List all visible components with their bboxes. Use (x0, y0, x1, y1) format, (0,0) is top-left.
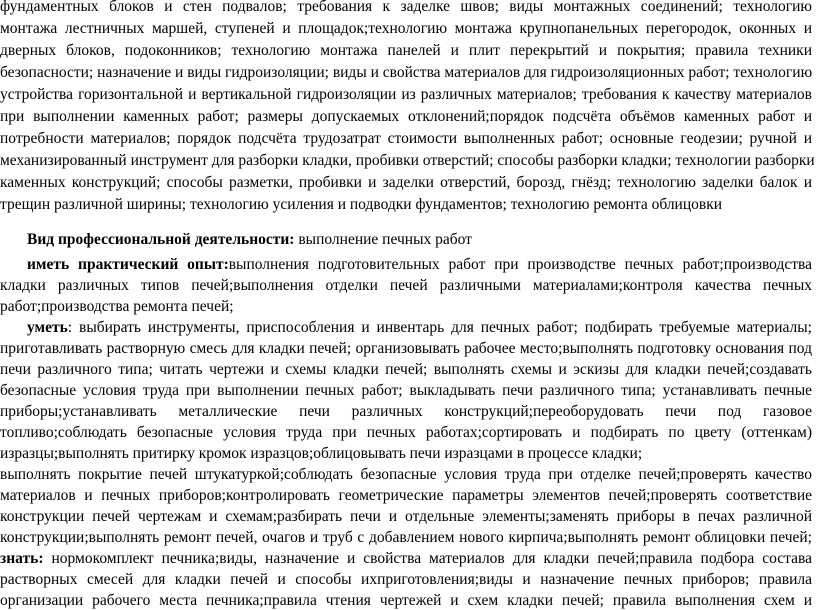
text-line: конструкции печей чертежам и схемам;разбирать печи и отдельные элементы;заменять приборы в печах различной (0, 508, 812, 525)
skills-label: уметь (27, 319, 68, 336)
text-line: безопасные условия труда при выполнении печных работ; выкладывать печи различного типа; устанавливать печные (0, 382, 812, 399)
knowledge-label: знать: (0, 550, 44, 567)
text-line: при выполнении каменных работ; размеры допускаемых отклонений;порядок подсчёта объёмов каменных работ и (0, 108, 812, 125)
text-line: устройства горизонтальной и вертикальной гидроизоляции из различных материалов; требования к качеству материалов (0, 86, 812, 103)
text-line: монтажа лестничных маршей, ступеней и площадок;технологию монтажа крупнопанельных перегородок, оконных и (0, 20, 812, 37)
text-line: потребности материалов; порядок подсчёта трудозатрат стоимости выполненных работ; основные геодезии; ручной и (0, 130, 812, 147)
text-line: растворных смесей для кладки печей и способы ихприготовления;виды и назначение печных приборов; правила (0, 571, 812, 588)
text-line: каменных конструкций; способы разметки, пробивки и заделки отверстий, борозд, гнёзд; технологию заделки балок и (0, 174, 812, 191)
text-line: организации рабочего места печника;правила чтения чертежей и схем кладки печей; правила выполнения схем и (0, 592, 812, 609)
text-line (0, 255, 812, 274)
text-line: механизированный инструмент для разборки кладки, пробивки отверстий; способы разборки кладки; технологии разборки (0, 152, 815, 169)
text-line: трещин различной ширины; технологию усиления и подводки фундаментов; технологию ремонта облицовки (0, 196, 723, 213)
text-line: выполнять покрытие печей штукатуркой;соблюдать безопасные условия труда при отделке печей;проверять качество (0, 466, 812, 483)
text-line: конструкции;выполнять ремонт печей, очагов и труб с добавлением нового кирпича;выполнять ремонт облицовки печей; (0, 529, 812, 546)
text-line: приготавливать растворную смесь для кладки печей; организовывать рабочее место;выполнять подготовку основания под (0, 340, 812, 357)
activity-value: выполнение печных работ (294, 231, 472, 248)
text-line: дверных блоков, подоконников; технологию монтажа панелей и плит перекрытий и покрытия; правила техники (0, 42, 812, 59)
skills-text: : выбирать инструменты, приспособления и инвентарь для печных работ; подбирать требуемые материалы; (67, 319, 812, 336)
text-line: приборы;устанавливать металлические печи различных конструкций;переоборудовать печи под газовое (0, 403, 812, 420)
text-line (0, 549, 812, 568)
text-line: работ;производства ремонта печей; (0, 298, 234, 315)
text-line: изразцы;выполнять притирку кромок изразцов;облицовывать печи изразцами в процессе кладки; (0, 445, 643, 462)
text-line: фундаментных блоков и стен подвалов; требования к заделке швов; виды монтажных соединений; технологию (0, 0, 812, 15)
text-line (0, 318, 812, 337)
text-line: безопасности; назначение и виды гидроизоляции; виды и свойства материалов для гидроизоляционных работ; технологию (0, 64, 813, 81)
text-line: кладки различных типов печей;выполнения отделки печей различными материалами;контроля качества печных (0, 277, 812, 294)
activity-label: Вид профессиональной деятельности: (27, 231, 295, 248)
text-line: печи различного типа; читать чертежи и схемы кладки печей; выполнять схемы и эскизы для кладки печей;создавать (0, 361, 812, 378)
text-line: материалов и печных приборов;контролировать геометрические параметры элементов печей;проверять соответствие (0, 487, 812, 504)
activity-heading (0, 230, 812, 249)
knowledge-text: нормокомплект печника;виды, назначение и свойства материалов для кладки печей;правила подбора состава (43, 550, 812, 567)
text-line: топливо;соблюдать безопасные условия труда при печных работах;сортировать и подбирать по цвету (оттенкам) (0, 424, 812, 441)
practice-text: выполнения подготовительных работ при производстве печных работ;производства (228, 256, 812, 273)
practice-label: иметь практический опыт: (27, 256, 229, 273)
